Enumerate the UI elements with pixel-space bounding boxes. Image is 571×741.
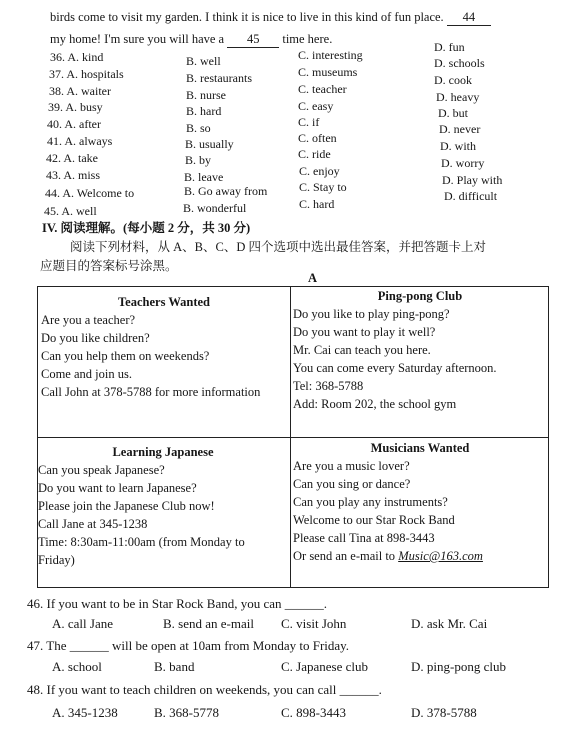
q42-c: C. ride (298, 147, 331, 161)
q45-d: D. difficult (444, 189, 498, 203)
q42-b: B. by (185, 153, 212, 167)
q47-option-b: B. band (154, 659, 195, 674)
ad-pingpong-line: Add: Room 202, the school gym (293, 397, 457, 411)
ad-musicians-email-line (293, 547, 547, 565)
q39-d: D. heavy (436, 90, 480, 104)
ad-teachers-title: Teachers Wanted (117, 295, 211, 309)
q37-a: 37. A. hospitals (49, 67, 124, 81)
q40-a: 40. A. after (47, 117, 101, 131)
q44-a: 44. A. Welcome to (45, 186, 135, 200)
q43-a: 43. A. miss (46, 168, 101, 182)
ad-teachers-line: Come and join us. (41, 367, 132, 381)
q40-b: B. so (186, 121, 211, 135)
ad-musicians-line: Are you a music lover? (293, 459, 410, 473)
q48-option-b: B. 368-5778 (154, 705, 219, 720)
email-link[interactable]: Music@163.com (398, 549, 483, 563)
q48-option-a: A. 345-1238 (52, 705, 118, 720)
q44-c: C. Stay to (299, 180, 347, 194)
q40-d: D. but (438, 106, 468, 120)
ad-pingpong-line: Do you want to play it well? (293, 325, 436, 339)
q37-d: D. schools (434, 56, 485, 70)
passage-line-2-text-b: time here. (282, 32, 333, 46)
q40-c: C. if (298, 115, 320, 129)
ad-musicians-line: Welcome to our Star Rock Band (293, 513, 455, 527)
blank-44: 44 (447, 10, 491, 26)
ad-pingpong-line: You can come every Saturday afternoon. (293, 361, 497, 375)
passage-line-2 (50, 32, 332, 48)
ad-japanese-title: Learning Japanese (112, 445, 214, 459)
q37-c: C. museums (298, 65, 358, 79)
passage-line-2-text-a: my home! I'm sure you will have a (50, 32, 225, 46)
q45-c: C. hard (299, 197, 335, 211)
ad-teachers-line: Do you like children? (41, 331, 150, 345)
q41-d: D. never (439, 122, 481, 136)
ad-musicians-wanted (293, 439, 547, 565)
q42-a: 42. A. take (46, 151, 98, 165)
q38-d: D. cook (434, 73, 472, 87)
ad-japanese-line: Do you want to learn Japanese? (38, 481, 197, 495)
ad-musicians-line: Can you sing or dance? (293, 477, 411, 491)
q39-b: B. hard (186, 104, 222, 118)
ad-pingpong-title: Ping-pong Club (377, 289, 463, 303)
q46-option-a: A. call Jane (52, 616, 114, 631)
q39-c: C. easy (298, 99, 334, 113)
q37-b: B. restaurants (186, 71, 252, 85)
ad-japanese-line: Call Jane at 345-1238 (38, 517, 148, 531)
ad-japanese-line: Please join the Japanese Club now! (38, 499, 215, 513)
ads-table (37, 286, 549, 588)
passage-line-1 (50, 10, 491, 26)
q46-option-c: C. visit John (281, 616, 347, 631)
ad-pingpong-line: Mr. Cai can teach you here. (293, 343, 431, 357)
q36-b: B. well (186, 54, 221, 68)
q43-d: D. worry (441, 156, 485, 170)
ad-japanese-time: Time: 8:30am-11:00am (from Monday to (38, 535, 245, 549)
section-instruction-2: 应题目的答案标号涂黑。 (40, 259, 178, 273)
q43-b: B. leave (184, 170, 224, 184)
ad-teachers-line: Call John at 378-5788 for more information (41, 385, 261, 399)
q47-option-c: C. Japanese club (281, 659, 369, 674)
passage-line-1-text: birds come to visit my garden. I think it is nice to live in this kind of fun place. (50, 10, 444, 24)
q46-option-b: B. send an e-mail (163, 616, 254, 631)
q41-c: C. often (298, 131, 337, 145)
ad-teachers-wanted (41, 293, 287, 401)
ad-pingpong-line: Tel: 368-5788 (293, 379, 364, 393)
q36-a: 36. A. kind (50, 50, 104, 64)
q46-option-d: D. ask Mr. Cai (411, 616, 488, 631)
ad-japanese-line: Can you speak Japanese? (38, 463, 165, 477)
q43-c: C. enjoy (299, 164, 340, 178)
q38-b: B. nurse (186, 88, 226, 102)
q36-c: C. interesting (298, 48, 363, 62)
ad-musicians-title: Musicians Wanted (370, 441, 470, 455)
ad-japanese-time-cont: Friday) (38, 553, 75, 567)
q48-option-d: D. 378-5788 (411, 705, 477, 720)
q46-stem: 46. If you want to be in Star Rock Band, you can ______. (27, 596, 328, 611)
ad-musicians-line: Please call Tina at 898-3443 (293, 531, 435, 545)
table-divider-horizontal (38, 437, 548, 438)
ad-pingpong-club (293, 287, 547, 413)
passage-label: A (308, 271, 318, 285)
q48-option-c: C. 898-3443 (281, 705, 346, 720)
ad-teachers-line: Are you a teacher? (41, 313, 136, 327)
q42-d: D. with (440, 139, 476, 153)
q39-a: 39. A. busy (48, 100, 103, 114)
q36-d: D. fun (434, 40, 465, 54)
q45-a: 45. A. well (44, 204, 97, 218)
q41-a: 41. A. always (47, 134, 113, 148)
q48-stem: 48. If you want to teach children on weekends, you can call ______. (27, 682, 382, 697)
q41-b: B. usually (185, 137, 234, 151)
section-instruction-1: 阅读下列材料，从 A、B、C、D 四个选项中选出最佳答案，并把答题卡上对 (70, 240, 486, 254)
q47-stem: 47. The ______ will be open at 10am from Monday to Friday. (27, 638, 350, 653)
q44-d: D. Play with (442, 173, 503, 187)
ad-teachers-line: Can you help them on weekends? (41, 349, 210, 363)
ad-pingpong-line: Do you like to play ping-pong? (293, 307, 450, 321)
q44-b: B. Go away from (184, 184, 268, 198)
ad-musicians-email-prefix: Or send an e-mail to (293, 549, 396, 563)
q38-a: 38. A. waiter (49, 84, 111, 98)
q45-b: B. wonderful (183, 201, 247, 215)
q38-c: C. teacher (298, 82, 347, 96)
q47-option-a: A. school (52, 659, 102, 674)
ad-learning-japanese (38, 443, 288, 569)
section-title: IV. 阅读理解。(每小题 2 分，共 30 分) (42, 221, 251, 235)
ad-musicians-line: Can you play any instruments? (293, 495, 448, 509)
q47-option-d: D. ping-pong club (411, 659, 506, 674)
blank-45: 45 (227, 32, 279, 48)
